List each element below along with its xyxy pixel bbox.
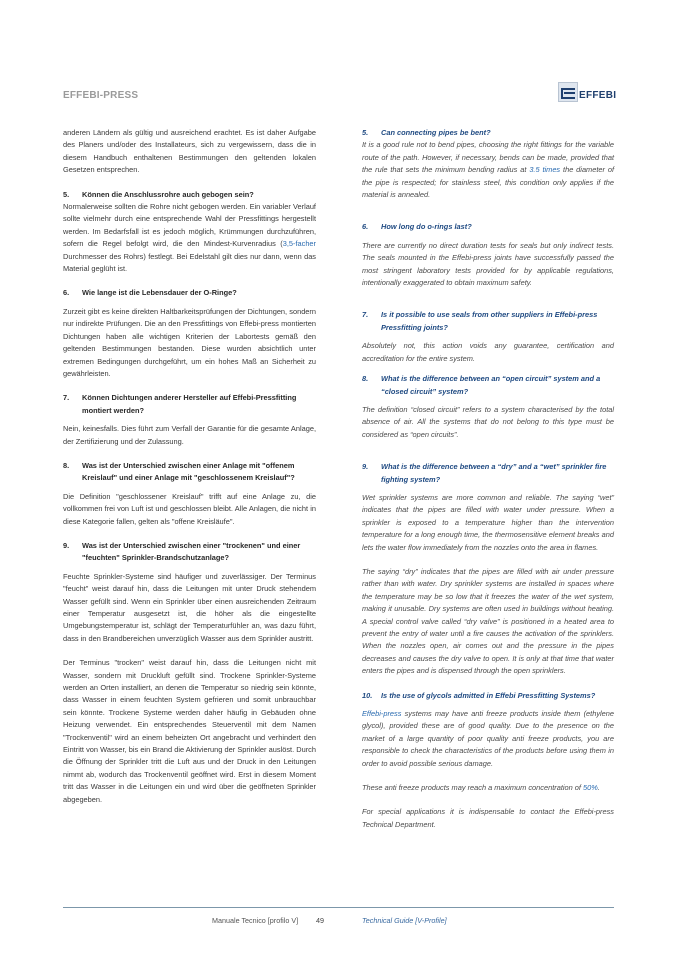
question-heading: 5. Can connecting pipes be bent?	[362, 128, 491, 137]
question-heading: 8. What is the difference between an “open circuit” system and a “closed circuit” system?	[362, 374, 601, 396]
question-heading: 6. Wie lange ist die Lebensdauer der O-Ringe?	[63, 288, 237, 298]
highlight-text: 3.5 times	[529, 165, 561, 175]
answer-paragraph: Zurzeit gibt es keine direkten Haltbarkeitsprüfungen der Dichtungen, sondern nur indirekte Prüfungen. Die an den Pressfittings von Effebi-press montierten Dichtungen haben alle wichtigen Kriterien der Labortests gemäß den geltenden Bestimmungen bestanden. Diese wurden absichtlich unter extremen Bedingungen durchgeführt, um ein hohes Maß an Sicherheit zu gewährleisten.	[63, 306, 316, 378]
answer-paragraph: Wet sprinkler systems are more common and reliable. The saying “wet” indicates that the pipes are filled with water under pressure. When a sprinkler is exposed to a temperature higher than the intervention temperature for a long enough time, the thermosensitive element breaks and lets the water flow immediately from the nozzles onto the area in flames.	[362, 492, 614, 552]
answer-paragraph: Der Terminus "trocken" weist darauf hin, dass die Leitungen nicht mit Wasser, sondern mit Druckluft gefüllt sind. Trockene Sprinkler-Systeme werden an Orten installiert, an denen die Temperatur so niedrig sein könnte, dass Wasser in einem feuchten System gefrieren und somit unbrauchbar sein könnte. Trockene Systeme werden daher häufig in Gebäuden ohne Heizung verwendet. Ein entsprechendes Steuerventil mit dem Namen "Trockenventil" wird an einem beheizten Ort angebracht und verhindert den Eintritt von Wasser, bis ein Brand die Aktivierung der Sprinkler auslöst. Durch die Öffnung der Sprinkler tritt die Luft aus und der Druck in den Leitungen nimmt ab, wodurch das Trockenventil geöffnet wird. Erst in diesem Moment tritt das Wasser in die Leitungen ein und wird über die geöffneten Sprinkler abgegeben.	[63, 658, 316, 804]
highlight-text: Effebi-press	[362, 709, 402, 719]
answer-paragraph: The saying “dry” indicates that the pipes are filled with air under pressure rather than with water. Dry sprinkler systems are installed in spaces where the temperature may be so low that it freezes the water of the wet system, making it unusable. Dry systems are often used in buildings without heating. A special control valve called “dry valve” is positioned in a heated area to prevent the entry of water until a fire causes the activation of the sprinklers. When the nozzles open, air comes out and the pressure in the pipes decreases and causes the dry valve to open. It is only at that time that water enters the pipes and is dispensed through the open sprinklers.	[362, 566, 614, 676]
question-heading: 6. How long do o-rings last?	[362, 222, 472, 232]
answer-paragraph: For special applications it is indispensable to contact the Effebi-press Technical Department.	[362, 807, 614, 829]
logo-text: EFFEBI	[579, 90, 617, 101]
effebi-logo-icon	[558, 82, 578, 102]
answer-paragraph: Effebi-press systems may have anti freeze products inside them (ethylene glycol), provided these are of good quality. Due to the presence on the market of a large quantity of poor quality anti freeze products, you are responsible to check the characteristics of the products before using them in order to avoid possible serious damage.	[362, 709, 614, 768]
highlight-text: 3,5-facher	[282, 239, 316, 249]
footer-right-title: Technical Guide [V-Profile]	[362, 916, 447, 925]
question-heading: 9. What is the difference between a “dry” and a “wet” sprinkler fire fighting system?	[362, 462, 607, 484]
question-heading: 7. Is it possible to use seals from other suppliers in Effebi-press Pressfitting joints?	[362, 310, 598, 332]
answer-paragraph: Absolutely not, this action voids any guarantee, certification and accreditation for the entire system.	[362, 341, 614, 363]
left-column-german	[63, 127, 316, 806]
footer-divider	[63, 907, 614, 908]
question-heading: 8. Was ist der Unterschied zwischen einer Anlage mit "offenem Kreislauf" und einer Anlage mit "geschlossenem Kreislauf"?	[63, 460, 295, 483]
intro-paragraph: anderen Ländern als gültig und ausreichend erachtet. Es ist daher Aufgabe des Planers und/oder des Installateurs, sich zu vergewissern, dass die in diesem Handbuch enthaltenen Bestimmungen den geltenden lokalen Gesetzen entsprechen.	[63, 128, 316, 175]
footer-left-title: Manuale Tecnico [profilo V]	[212, 916, 299, 925]
question-heading: 5. Können die Anschlussrohre auch gebogen sein?	[63, 189, 254, 199]
question-heading: 9. Was ist der Unterschied zwischen einer "trockenen" und einer "feuchten" Sprinkler-Brandschutzanlage?	[63, 540, 301, 563]
answer-paragraph: Normalerweise sollten die Rohre nicht gebogen werden. Ein variabler Verlauf sollte vielmehr durch eine entsprechende Wahl der Pressfittings hergestellt werden. Im Bedarfsfall ist es jedoch möglich, Krümmungen durchzuführen, sofern die Regel befolgt wird, die den Mindest-Kurvenradius (3,5-facher Durchmesser des Rohrs) festlegt. Bei Edelstahl gilt dies nur dann, wenn das Material geglüht ist.	[63, 202, 316, 274]
answer-paragraph: The definition “closed circuit” refers to a system characterised by the total absence of air. All the systems that do not belong to this type must be considered as “open circuits”.	[362, 404, 614, 439]
answer-paragraph: There are currently no direct duration tests for seals but only indirect tests. The seals mounted in the Effebi-press joints have successfully passed the most stringent laboratory tests provided for by applicable regulations, intentionally exaggerated to obtain maximum safety.	[362, 240, 614, 288]
answer-paragraph: Nein, keinesfalls. Dies führt zum Verfall der Garantie für die gesamte Anlage, der Zertifizierung und der Zulassung.	[63, 424, 316, 446]
question-heading: 10. Is the use of glycols admitted in Effebi Pressfitting Systems?	[362, 690, 596, 700]
header-title: EFFEBI-PRESS	[63, 90, 139, 101]
highlight-text: 50%	[583, 783, 598, 793]
answer-paragraph: Feuchte Sprinkler-Systeme sind häufiger und zuverlässiger. Der Terminus "feucht" weist darauf hin, dass die Leitungen mit unter Druck stehendem Wasser gefüllt sind. Wenn ein Sprinkler über einen ausreichenden Zeitraum einer Temperatur ausgesetzt ist, die höher als die eingestellte Umgebungstemperatur ist, schlägt der Temperaturfühler an, was dazu führt, dass in den Brandbereichen unverzüglich Wasser aus dem Sprinkler austritt.	[63, 571, 316, 643]
answer-paragraph: These anti freeze products may reach a maximum concentration of 50%.	[362, 783, 600, 793]
right-column-english	[362, 127, 614, 831]
effebi-logo	[558, 80, 616, 102]
question-heading: 7. Können Dichtungen anderer Hersteller auf Effebi-Pressfitting montiert werden?	[63, 393, 297, 415]
page-number: 49	[316, 916, 324, 925]
answer-paragraph: Die Definition "geschlossener Kreislauf" trifft auf eine Anlage zu, die vollkommen frei von Luft ist und geschlossen bleibt. Alle Anlagen, die nicht in diese Kategorie fallen, gelten als "offene Kreisläufe".	[63, 491, 316, 526]
answer-paragraph: It is a good rule not to bend pipes, choosing the right fittings for the variable route of the path. However, if necessary, bends can be made, provided that the rule that sets the minimum bending radius at 3.5 times the diameter of the pipe is respected; for stainless steel, this condition only applies if the material is annealed.	[362, 140, 614, 200]
